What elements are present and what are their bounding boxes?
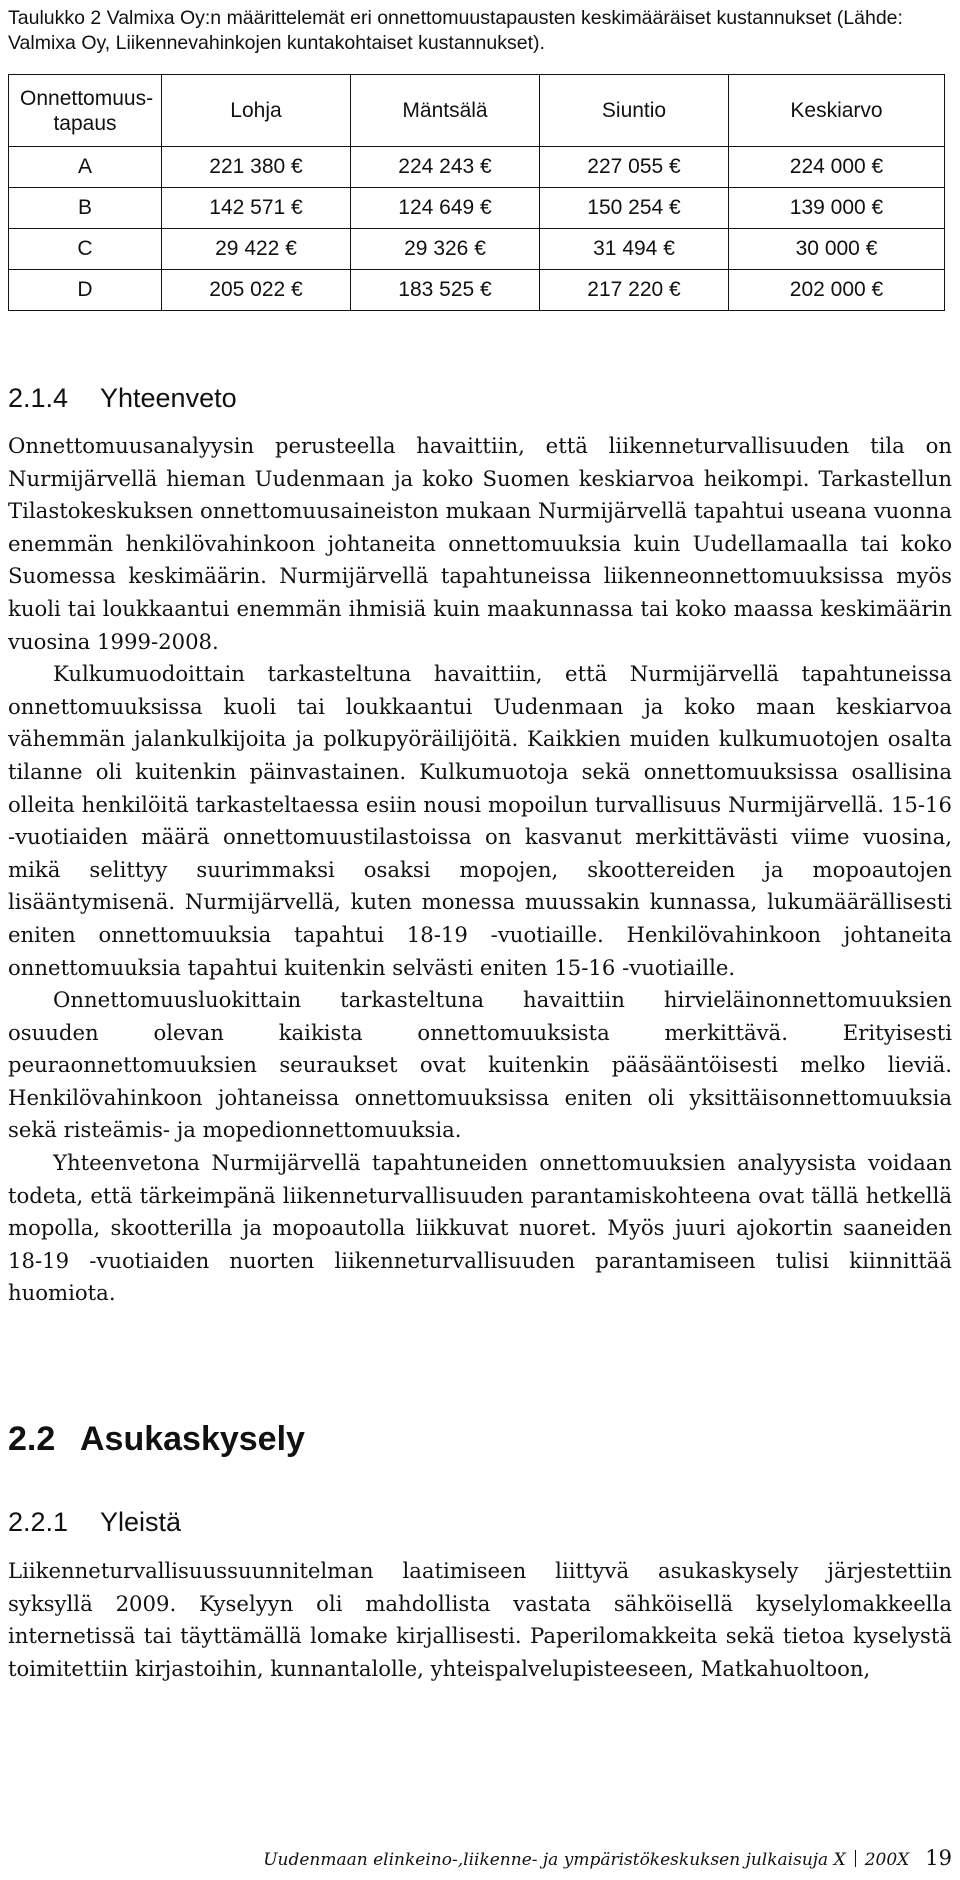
table-cell: 29 326 € <box>351 229 540 270</box>
table-cell: 202 000 € <box>729 270 945 311</box>
section-number: 2.2 <box>8 1420 56 1458</box>
paragraph: Onnettomuusluokittain tarkasteltuna havaittiin hirvieläinonnettomuuksien osuuden olevan kaikista onnettomuuksista merkittävä. Erityisesti peuraonnettomuuksien seuraukset ovat kuitenkin pääsääntöisesti melko lieviä. Henkilövahinkoon johtaneissa onnettomuuksissa eniten oli yksittäisonnettomuuksia sekä risteämis- ja mopedionnettomuuksia. <box>8 987 952 1143</box>
section-title: Asukaskysely <box>80 1420 305 1458</box>
table-header-row <box>9 75 945 147</box>
section-body-2-1-4 <box>8 430 952 1310</box>
column-header-siuntio: Siuntio <box>540 75 729 147</box>
column-header-lohja: Lohja <box>162 75 351 147</box>
section-heading-2-2-1 <box>8 1507 181 1538</box>
section-heading-2-1-4 <box>8 383 237 414</box>
table-cell: 124 649 € <box>351 188 540 229</box>
section-title: Yleistä <box>100 1507 182 1537</box>
publication-series: Uudenmaan elinkeino-,liikenne- ja ympäristökeskuksen julkaisuja X <box>263 1850 846 1870</box>
table-cell: 221 380 € <box>162 147 351 188</box>
paragraph: Kulkumuodoittain tarkasteltuna havaittiin, että Nurmijärvellä tapahtuneissa onnettomuuksissa kuoli tai loukkaantui Uudenmaan ja koko maan keskiarvoa vähemmän jalankulkijoita ja polkupyöräilijöitä. Kaikkien muiden kulkumuotojen osalta tilanne oli kuitenkin päinvastainen. Kulkumuotoja sekä onnettomuuksissa osallisina olleita henkilöitä tarkasteltaessa esiin nousi mopoilun turvallisuus Nurmijärvellä. 15-16 -vuotiaiden määrä onnettomuustilastoissa on kasvanut merkittävästi viime vuosina, mikä selittyy suurimmaksi osaksi mopojen, skoottereiden ja mopoautojen lisääntymisenä. Nurmijärvellä, kuten monessa muussakin kunnassa, lukumäärällisesti eniten onnettomuuksia tapahtui 18-19 -vuotiaille. Henkilövahinkoon johtaneita onnettomuuksia tapahtui kuitenkin selvästi eniten 15-16 -vuotiaille. <box>8 661 952 980</box>
table-cell: 224 000 € <box>729 147 945 188</box>
table-row <box>9 270 945 311</box>
page-footer <box>260 1846 952 1870</box>
table-cell: 139 000 € <box>729 188 945 229</box>
column-header-accident-type: Onnettomuus-tapaus <box>20 86 154 135</box>
section-body-2-2-1 <box>8 1555 952 1685</box>
paragraph: Yhteenvetona Nurmijärvellä tapahtuneiden onnettomuuksien analyysista voidaan todeta, että tärkeimpänä liikenneturvallisuuden parantamiskohteena ovat tällä hetkellä mopolla, skootterilla ja mopoautolla liikkuvat nuoret. Myös juuri ajokortin saaneiden 18-19 -vuotiaiden nuorten liikenneturvallisuuden parantamiseen tulisi kiinnittää huomiota. <box>8 1150 952 1306</box>
table-caption: Taulukko 2 Valmixa Oy:n määrittelemät eri onnettomuustapausten keskimääräiset kustannukset (Lähde: Valmixa Oy, Liikennevahinkojen kuntakohtaiset kustannukset). <box>8 7 903 54</box>
table-cell: C <box>9 229 162 270</box>
table-cell: 217 220 € <box>540 270 729 311</box>
section-number: 2.1.4 <box>8 383 69 413</box>
footer-divider <box>855 1850 856 1867</box>
table-row <box>9 147 945 188</box>
column-header-average: Keskiarvo <box>729 75 945 147</box>
section-number: 2.2.1 <box>8 1507 69 1537</box>
section-heading-2-2 <box>8 1420 305 1459</box>
table-cell: 205 022 € <box>162 270 351 311</box>
table-cell: 224 243 € <box>351 147 540 188</box>
table-cell: D <box>9 270 162 311</box>
paragraph: Onnettomuusanalyysin perusteella havaittiin, että liikenneturvallisuuden tila on Nurmijärvellä hieman Uudenmaan ja koko Suomen keskiarvoa heikompi. Tarkastellun Tilastokeskuksen onnettomuusaineiston mukaan Nurmijärvellä tapahtui useana vuonna enemmän henkilövahinkoon johtaneita onnettomuuksia kuin Uudellamaalla tai koko Suomessa keskimäärin. Nurmijärvellä tapahtuneissa liikenneonnettomuuksissa myös kuoli tai loukkaantui enemmän ihmisiä kuin maakunnassa tai koko maassa keskimäärin vuosina 1999-2008. <box>8 433 952 654</box>
accident-cost-table <box>8 74 945 311</box>
table-cell: 142 571 € <box>162 188 351 229</box>
table-cell: 31 494 € <box>540 229 729 270</box>
table-row <box>9 229 945 270</box>
table-cell: 227 055 € <box>540 147 729 188</box>
paragraph: Liikenneturvallisuussuunnitelman laatimiseen liittyvä asukaskysely järjestettiin syksyllä 2009. Kyselyyn oli mahdollista vastata sähköisellä kyselylomakkeella internetissä tai täyttämällä lomake kirjallisesti. Paperilomakkeita sekä tietoa kyselystä toimitettiin kirjastoihin, kunnantalolle, yhteispalvelupisteeseen, Matkahuoltoon, <box>8 1558 952 1681</box>
page-number: 19 <box>925 1846 952 1870</box>
column-header <box>9 75 162 147</box>
section-title: Yhteenveto <box>100 383 237 413</box>
table-cell: A <box>9 147 162 188</box>
table-cell: 29 422 € <box>162 229 351 270</box>
table-row <box>9 188 945 229</box>
table-cell: 183 525 € <box>351 270 540 311</box>
table-cell: 150 254 € <box>540 188 729 229</box>
column-header-mantsala: Mäntsälä <box>351 75 540 147</box>
publication-year: 200X <box>864 1850 910 1870</box>
table-cell: 30 000 € <box>729 229 945 270</box>
table-cell: B <box>9 188 162 229</box>
